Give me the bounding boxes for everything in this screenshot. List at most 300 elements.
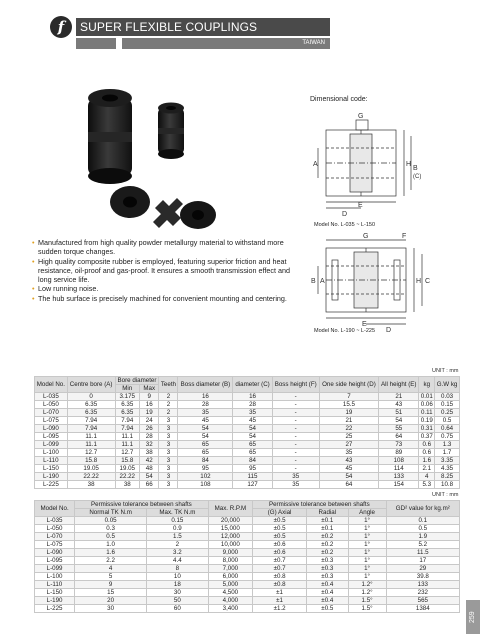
table-cell: ±0.2	[307, 549, 348, 557]
table-cell: ±0.4	[307, 597, 348, 605]
th2-axial: (G) Axial	[253, 509, 307, 517]
drawing2-label-H: H	[416, 278, 422, 285]
table-cell: ±0.3	[307, 565, 348, 573]
drawing1-label-B: B	[413, 165, 418, 172]
table-cell: 12.7	[115, 449, 139, 457]
table-row	[35, 401, 460, 409]
table-cell: 0.5	[75, 533, 147, 541]
table-cell: 39.8	[386, 573, 459, 581]
table-cell: L-190	[35, 473, 68, 481]
table-cell: ±0.1	[307, 525, 348, 533]
table-cell: 18	[147, 581, 209, 589]
table-cell: 133	[386, 581, 459, 589]
table-cell: 9,000	[208, 549, 252, 557]
table-cell: -	[272, 417, 319, 425]
feature-item: • The hub surface is precisely machined for convenient mounting and centering.	[32, 294, 302, 303]
table-cell: 6.35	[67, 409, 115, 417]
table-cell: 16	[139, 401, 158, 409]
table-cell: 102	[178, 473, 233, 481]
table-cell: 3	[159, 417, 178, 425]
table-cell: 30	[147, 589, 209, 597]
table-row	[35, 457, 460, 465]
table-cell: 127	[233, 481, 272, 489]
table-cell: L-150	[35, 589, 75, 597]
table-cell: 1384	[386, 605, 459, 613]
table-cell: 0.15	[435, 401, 460, 409]
table-cell: 1.3	[435, 441, 460, 449]
table-cell: 38	[67, 481, 115, 489]
table-cell: 38	[139, 449, 158, 457]
feature-item: • Low running noise.	[32, 284, 302, 293]
th2-perm-tol-left: Permissive tolerance between shafts	[75, 501, 209, 509]
table-cell: 11.1	[67, 441, 115, 449]
table-cell: 2	[159, 409, 178, 417]
table-cell: 0.6	[419, 449, 435, 457]
table-cell: 43	[379, 401, 419, 409]
table-cell: 19.05	[115, 465, 139, 473]
table-cell: 15	[75, 589, 147, 597]
table-cell: 1.6	[75, 549, 147, 557]
table-cell: 38	[115, 481, 139, 489]
table-cell: 0.31	[420, 425, 433, 432]
drawing1-caption: Model No. L-035 ~ L-150	[314, 222, 375, 228]
table-row	[35, 597, 460, 605]
feature-item: • Manufactured from high quality powder metallurgy material to withstand more sudden torque changes.	[32, 238, 302, 257]
table-cell: L-110	[35, 581, 75, 589]
table-row	[35, 449, 460, 457]
table-cell: 27	[319, 441, 378, 449]
th-boss-height: Boss height (F)	[272, 377, 319, 393]
table-row	[35, 409, 460, 417]
table-cell: 54	[178, 433, 233, 441]
table-cell: 3	[159, 433, 178, 441]
table-row	[35, 533, 460, 541]
table-cell: 115	[233, 473, 272, 481]
table-cell: 2	[159, 393, 178, 401]
table-cell: 22	[319, 425, 378, 433]
th-gw-kg: G.W kg	[435, 377, 460, 393]
table-cell: 12,000	[208, 533, 252, 541]
table-cell: L-035	[35, 393, 68, 401]
table-cell: ±0.7	[253, 565, 307, 573]
table-cell: 133	[379, 473, 419, 481]
table-cell: 15.5	[319, 401, 378, 409]
table-cell: 66	[139, 481, 158, 489]
table-cell: ±0.5	[307, 605, 348, 613]
table-cell: 19	[139, 409, 158, 417]
table-cell: 0.11	[419, 409, 435, 417]
table-cell: 65	[233, 449, 272, 457]
subbar-tick	[116, 38, 122, 49]
table-cell: 0.25	[435, 409, 460, 417]
coupling-large-photo	[88, 89, 132, 184]
drawing2-caption: Model No. L-190 ~ L-225	[314, 328, 375, 334]
table-cell: L-225	[35, 605, 75, 613]
table-cell: ±0.5	[253, 533, 307, 541]
table-cell: 0	[67, 393, 115, 401]
table-cell: 3	[159, 465, 178, 473]
th-all-height: All height (E)	[379, 377, 419, 393]
table-cell: L-100	[35, 449, 68, 457]
table-cell: 73	[379, 441, 419, 449]
table-cell: 5.2	[386, 541, 459, 549]
table-cell: 4,000	[208, 597, 252, 605]
table-cell: 7	[319, 393, 378, 401]
table-cell: L-070	[35, 409, 68, 417]
table-cell: -	[272, 441, 319, 449]
th2-angle: Angle	[348, 509, 386, 517]
table-cell: 25	[319, 433, 378, 441]
table-row	[35, 557, 460, 565]
table-cell: L-099	[35, 565, 75, 573]
table-cell: 1°	[348, 517, 386, 525]
table-cell: -	[272, 393, 319, 401]
drawing1-label-H: H	[406, 161, 412, 168]
table-cell: 0.75	[435, 433, 460, 441]
table-cell: 1.2°	[348, 581, 386, 589]
table-cell: 114	[379, 465, 419, 473]
table-cell: 11.1	[115, 433, 139, 441]
table2-unit: UNIT : mm	[432, 492, 459, 498]
table-cell: L-190	[35, 597, 75, 605]
table-cell: 30	[75, 605, 147, 613]
table-cell: 9	[75, 581, 147, 589]
table-cell: 2	[147, 541, 209, 549]
performance-table	[34, 500, 460, 613]
table-cell: 51	[379, 409, 419, 417]
dimension-drawing-large	[306, 230, 456, 340]
table-row	[35, 473, 460, 481]
table-cell: 3.35	[435, 457, 460, 465]
table-cell: 8,000	[208, 557, 252, 565]
table-cell: 8	[147, 565, 209, 573]
table-cell: 1.6	[419, 457, 435, 465]
table-row	[35, 581, 460, 589]
table-cell: 15.8	[67, 457, 115, 465]
table-cell: 7.94	[67, 425, 115, 433]
table-cell: ±0.1	[307, 517, 348, 525]
table-cell: 48	[139, 465, 158, 473]
table-cell: 6.35	[115, 409, 139, 417]
table-row	[35, 393, 460, 401]
table-cell: 4	[419, 473, 435, 481]
table-cell: 10,000	[208, 541, 252, 549]
table-row	[35, 441, 460, 449]
th-max: Max	[139, 385, 158, 393]
drawing1-label-A: A	[313, 161, 318, 168]
table-cell: 64	[379, 433, 419, 441]
dimensions-table-body	[35, 393, 460, 489]
th2-perm-tol-right: Permissive tolerance between shafts	[253, 501, 387, 509]
table-cell: 35	[272, 481, 319, 489]
table-cell: 65	[178, 449, 233, 457]
table-cell: 6.35	[67, 401, 115, 409]
drawing1-label-C: (C)	[413, 174, 422, 180]
drawing2-label-C: C	[425, 278, 431, 285]
table-cell: 3,400	[208, 605, 252, 613]
table-cell: 43	[319, 457, 378, 465]
table-cell: L-090	[35, 549, 75, 557]
table-cell: ±0.2	[307, 533, 348, 541]
table-cell: 154	[379, 481, 419, 489]
table-cell: 1°	[348, 565, 386, 573]
table-cell: ±0.8	[253, 573, 307, 581]
table-row	[35, 425, 460, 433]
table-cell: 4.4	[147, 557, 209, 565]
drawing2-label-E: E	[362, 321, 367, 328]
table-cell: 1.5°	[348, 605, 386, 613]
table-cell: L-050	[35, 525, 75, 533]
table-cell: 35	[272, 473, 319, 481]
table-cell: 54	[139, 473, 158, 481]
th2-max-rpm: Max. R.P.M	[208, 501, 252, 517]
table-cell: 55	[379, 425, 419, 433]
table-cell: 65	[233, 441, 272, 449]
table-cell: 65	[178, 441, 233, 449]
header-subbar	[76, 38, 330, 49]
table-cell: 7,000	[208, 565, 252, 573]
table-cell: 95	[178, 465, 233, 473]
table-row	[35, 549, 460, 557]
table-cell: 1.0	[75, 541, 147, 549]
drawing2-label-D: D	[386, 327, 392, 334]
table-cell: -	[272, 425, 319, 433]
performance-table-body	[35, 517, 460, 613]
drawing1-label-D: D	[342, 211, 348, 218]
table-cell: ±0.5	[253, 525, 307, 533]
product-photos	[60, 80, 240, 250]
table-cell: 28	[139, 433, 158, 441]
table-cell: 54	[379, 417, 419, 425]
table-row	[35, 573, 460, 581]
table-cell: 9	[139, 393, 158, 401]
table-cell: ±0.3	[307, 573, 348, 581]
table-cell: 12.7	[67, 449, 115, 457]
table-cell: 35	[319, 449, 378, 457]
table-cell: 28	[178, 401, 233, 409]
th-kg: kg	[419, 377, 435, 393]
table-cell: 5	[75, 573, 147, 581]
table-cell: 0.5	[386, 525, 459, 533]
table-cell: 32	[139, 441, 158, 449]
table-row	[35, 517, 460, 525]
th-model: Model No.	[35, 377, 68, 393]
table-cell: 16	[233, 393, 272, 401]
brand-logo: f	[50, 16, 72, 38]
table-cell: ±0.6	[253, 549, 307, 557]
table-row	[35, 605, 460, 613]
table-cell: 21	[319, 417, 378, 425]
table-cell: 0.6	[419, 441, 435, 449]
table-row	[35, 433, 460, 441]
table-cell: 15,000	[208, 525, 252, 533]
table-cell: 1°	[348, 541, 386, 549]
table-cell: 1°	[348, 573, 386, 581]
dimensions-table	[34, 376, 460, 489]
table-cell: 1°	[348, 525, 386, 533]
table-cell: 3	[159, 425, 178, 433]
table-row	[35, 541, 460, 549]
coupling-small-photo	[158, 103, 184, 160]
table-cell: 19.05	[67, 465, 115, 473]
table-cell: 3	[159, 481, 178, 489]
table-cell: 10	[147, 573, 209, 581]
table-cell: 0.19	[420, 417, 433, 424]
table-cell: ±0.2	[307, 541, 348, 549]
table-cell: 29	[386, 565, 459, 573]
table-cell: 10.8	[435, 481, 460, 489]
table-cell: 1.9	[386, 533, 459, 541]
coupling-exploded-photo	[110, 186, 216, 229]
table-cell: -	[272, 465, 319, 473]
table-cell: 1°	[348, 533, 386, 541]
table-cell: 0.1	[386, 517, 459, 525]
table-cell: 2.1	[419, 465, 435, 473]
table-cell: 11.1	[67, 433, 115, 441]
table-row	[35, 565, 460, 573]
th2-max-tk: Max. TK N.m	[147, 509, 209, 517]
table-cell: 19	[319, 409, 378, 417]
table-cell: 2.2	[75, 557, 147, 565]
table-cell: 0.37	[420, 433, 433, 440]
th-one-side-height: One side height (D)	[319, 377, 378, 393]
table-cell: 54	[319, 473, 378, 481]
th-diameter: diameter (C)	[233, 377, 272, 393]
table-cell: 1.5	[147, 533, 209, 541]
table-row	[35, 465, 460, 473]
table-cell: L-095	[35, 557, 75, 565]
table-cell: 232	[386, 589, 459, 597]
drawing1-label-E: E	[358, 202, 363, 209]
table-cell: 7.94	[115, 425, 139, 433]
table-cell: L-075	[35, 417, 68, 425]
table-cell: 11.1	[115, 441, 139, 449]
table-cell: 1.5°	[348, 597, 386, 605]
region-label: TAIWAN	[302, 40, 325, 46]
table-cell: 64	[319, 481, 378, 489]
table-cell: 5.3	[419, 481, 435, 489]
drawing2-label-G: G	[363, 233, 369, 240]
table-cell: 35	[178, 409, 233, 417]
feature-list	[32, 238, 302, 303]
th-bore-diameter: Bore diameter	[115, 377, 159, 385]
table-cell: ±0.6	[253, 541, 307, 549]
drawing1-label-G: G	[358, 113, 364, 120]
table-cell: 50	[147, 597, 209, 605]
table-cell: 54	[233, 433, 272, 441]
page-header	[50, 14, 330, 54]
table-cell: -	[272, 457, 319, 465]
table-cell: 84	[233, 457, 272, 465]
table-cell: ±0.5	[253, 517, 307, 525]
table-cell: 5,000	[208, 581, 252, 589]
table-cell: -	[272, 449, 319, 457]
table-cell: 21	[379, 393, 419, 401]
table-cell: L-090	[35, 425, 68, 433]
th2-radial: Radial	[307, 509, 348, 517]
table-cell: 1°	[348, 557, 386, 565]
table-cell: 0.03	[435, 393, 460, 401]
th2-gd2: GD² value for kg.m²	[386, 501, 459, 517]
table-cell: 7.94	[67, 417, 115, 425]
table-cell: ±0.3	[307, 557, 348, 565]
table-row	[35, 525, 460, 533]
table-cell: 45	[233, 417, 272, 425]
table-cell: 0.3	[75, 525, 147, 533]
table-cell: L-150	[35, 465, 68, 473]
table-cell: 0.5	[435, 417, 460, 425]
table1-unit: UNIT : mm	[432, 368, 459, 374]
table-cell: 4,500	[208, 589, 252, 597]
table-cell: 3	[159, 457, 178, 465]
table-cell: 565	[386, 597, 459, 605]
table-cell: 22.22	[67, 473, 115, 481]
table-cell: 3.175	[115, 393, 139, 401]
table-cell: L-035	[35, 517, 75, 525]
table-cell: 4	[75, 565, 147, 573]
table-cell: 54	[178, 425, 233, 433]
table-cell: 7.94	[115, 417, 139, 425]
table-cell: 108	[379, 457, 419, 465]
table-cell: L-100	[35, 573, 75, 581]
table-cell: 24	[139, 417, 158, 425]
table-cell: 45	[319, 465, 378, 473]
table-cell: 0.64	[435, 425, 460, 433]
table-cell: 60	[147, 605, 209, 613]
table-cell: 11.5	[386, 549, 459, 557]
table-cell: ±1	[253, 589, 307, 597]
table-cell: 15.8	[115, 457, 139, 465]
table-cell: 16	[178, 393, 233, 401]
table-cell: ±1.2	[253, 605, 307, 613]
table-cell: 0.06	[420, 401, 433, 408]
table-cell: 45	[178, 417, 233, 425]
th-teeth: Teeth	[159, 377, 178, 393]
table-cell: 108	[178, 481, 233, 489]
dimension-drawing-small	[306, 108, 456, 218]
table-cell: L-075	[35, 541, 75, 549]
table-cell: ±0.7	[253, 557, 307, 565]
table-cell: 0.01	[420, 393, 433, 400]
table-cell: 1.2°	[348, 589, 386, 597]
table-cell: 26	[139, 425, 158, 433]
table-cell: -	[272, 401, 319, 409]
table-cell: ±0.4	[307, 581, 348, 589]
table-cell: L-110	[35, 457, 68, 465]
table-cell: 89	[379, 449, 419, 457]
page-title: SUPER FLEXIBLE COUPLINGS	[76, 18, 330, 36]
table-cell: 28	[233, 401, 272, 409]
drawing2-label-A: A	[320, 278, 325, 285]
table-cell: 54	[233, 425, 272, 433]
table-cell: L-225	[35, 481, 68, 489]
table-cell: 3	[159, 449, 178, 457]
table-cell: 1°	[348, 549, 386, 557]
table-cell: 3.2	[147, 549, 209, 557]
feature-item: • High quality composite rubber is employed, featuring superior friction and heat resistance, oil-proof and gas-proof. It ensures a smooth transmission effect and long service life.	[32, 257, 302, 285]
th-centre-bore: Centre bore (A)	[67, 377, 115, 393]
table-cell: 3	[159, 441, 178, 449]
table-cell: 84	[178, 457, 233, 465]
table-row	[35, 589, 460, 597]
th2-normal-tk: Normal TK N.m	[75, 509, 147, 517]
table-cell: L-095	[35, 433, 68, 441]
table-cell: -	[272, 433, 319, 441]
table-cell: 22.22	[115, 473, 139, 481]
table-cell: L-050	[35, 401, 68, 409]
table-cell: 8.25	[435, 473, 460, 481]
table-row	[35, 417, 460, 425]
